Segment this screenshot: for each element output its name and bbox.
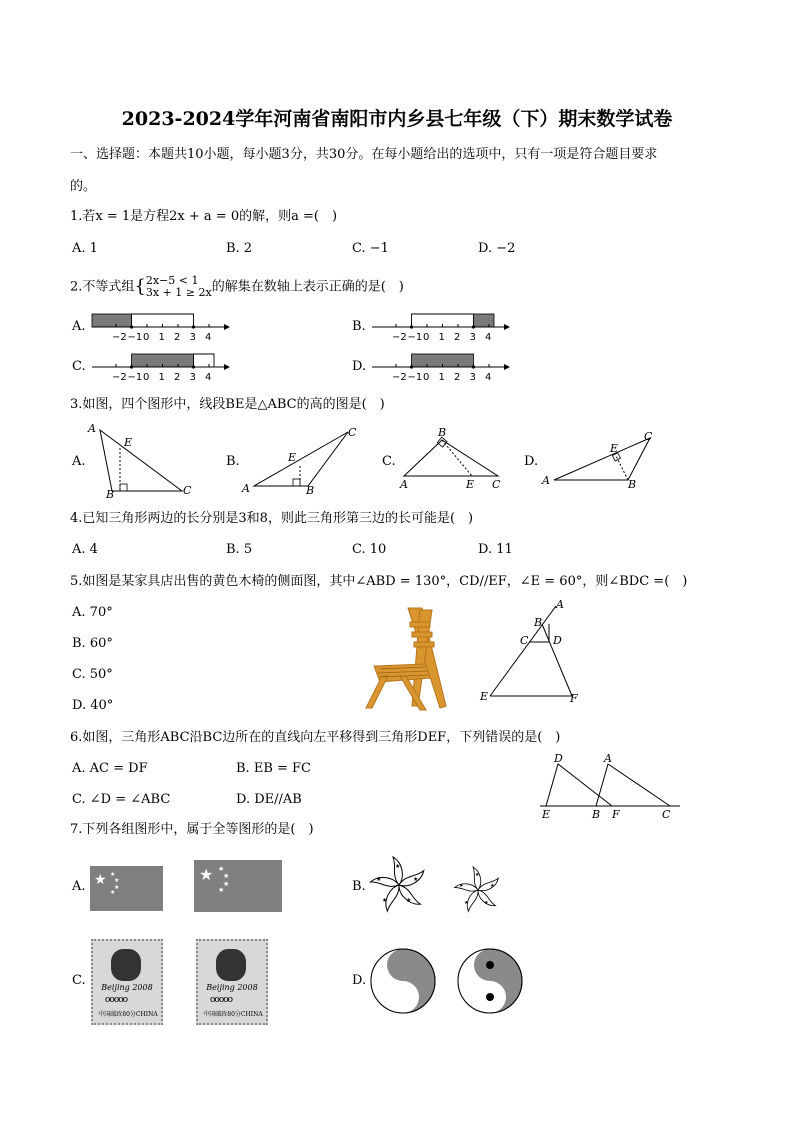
option-label: D. <box>478 542 493 557</box>
tick-label: 1 <box>438 372 445 383</box>
q7-label-a[interactable]: A. <box>72 879 86 894</box>
point-dot <box>410 325 413 328</box>
bauhinia-small-picture <box>452 864 504 916</box>
option-text: 70° <box>89 605 113 620</box>
q3-figure-a <box>86 420 196 500</box>
option-text: 1 <box>89 241 98 256</box>
pt-c: C <box>662 808 671 821</box>
olympic-rings-icon: ooooo <box>210 995 233 1005</box>
tick-label: 3 <box>469 372 476 383</box>
option-text: DE//AB <box>254 792 302 807</box>
tick-label: 2 <box>454 332 461 343</box>
system-line-2: 3x + 1 ≥ 2x <box>145 286 212 299</box>
tick-label: −2 <box>112 332 127 343</box>
olympic-rings-icon: ooooo <box>105 995 128 1005</box>
number-line-b <box>368 305 513 345</box>
tick-label: 3 <box>189 372 196 383</box>
star-icon: ★ <box>199 865 214 884</box>
q4-option-a[interactable] <box>72 541 98 559</box>
option-label: A. <box>72 241 86 256</box>
option-text: 2 <box>243 241 253 256</box>
arrow-icon <box>224 324 230 330</box>
option-text: 40° <box>90 698 114 713</box>
pt-c: C <box>644 430 653 443</box>
tick-label: 2 <box>174 332 181 343</box>
point-dot <box>192 325 195 328</box>
q3-label-d[interactable]: D. <box>524 454 539 469</box>
stamp-bottom-text: 中国邮政80分CHINA <box>203 1011 263 1018</box>
pt-a: A <box>556 598 564 611</box>
q7-stem: 7.下列各组图形中，属于全等图形的是( ) <box>70 822 314 837</box>
q5-stem: 5.如图是某家具店出售的黄色木椅的侧面图，其中∠ABD = 130°，CD//EF，∠E = 60°，则∠BDC =( ) <box>70 574 688 589</box>
q1-option-c[interactable] <box>352 240 389 258</box>
tick-label: −1 <box>407 332 423 343</box>
q5-option-c[interactable] <box>72 666 113 684</box>
option-text: 5 <box>243 542 253 557</box>
pt-e: E <box>480 690 489 703</box>
option-text: 10 <box>369 542 387 557</box>
stamp-left-picture <box>91 939 163 1025</box>
tick-label: −2 <box>392 372 407 383</box>
option-label: C. <box>72 667 86 682</box>
tick-label: 0 <box>143 372 150 383</box>
star-icon: ★ <box>382 897 388 904</box>
pt-b: B <box>306 484 315 497</box>
stamp-right-picture <box>196 939 268 1025</box>
tick-label: 2 <box>454 372 461 383</box>
star-icon: ★ <box>406 897 412 904</box>
option-text: ∠D = ∠ABC <box>89 792 171 807</box>
tick-label: 1 <box>158 332 165 343</box>
q6-option-a[interactable] <box>72 760 148 778</box>
solution-region <box>474 314 495 327</box>
tick-label: 4 <box>485 332 492 343</box>
star-icon: ★ <box>223 880 230 888</box>
pt-e: E <box>466 478 475 491</box>
pt-c: C <box>348 426 357 439</box>
q3-label-a[interactable]: A. <box>72 454 86 469</box>
q5-option-b[interactable] <box>72 635 113 653</box>
q4-option-d[interactable] <box>478 541 513 559</box>
q2-label-a[interactable]: A. <box>72 319 86 334</box>
number-line-c <box>88 345 233 385</box>
tick-label: −2 <box>392 332 407 343</box>
q1-option-d[interactable] <box>478 240 515 258</box>
option-text: −2 <box>496 241 516 256</box>
option-label: B. <box>226 542 240 557</box>
option-label: B. <box>236 761 250 776</box>
yinyang-right-picture <box>456 947 524 1015</box>
q7-label-d[interactable]: D. <box>352 973 367 988</box>
star-icon: ★ <box>110 889 116 896</box>
pt-b: B <box>628 478 637 491</box>
yinyang-left-picture <box>369 947 437 1015</box>
option-text: EB = FC <box>253 761 311 776</box>
option-label: B. <box>226 241 240 256</box>
pt-a: A <box>400 478 408 491</box>
q4-option-b[interactable] <box>226 541 252 559</box>
bauhinia-large-picture <box>368 854 430 916</box>
q6-option-b[interactable] <box>236 760 311 778</box>
tick-label: 2 <box>174 372 181 383</box>
q7-label-c[interactable]: C. <box>72 973 86 988</box>
q1-option-a[interactable] <box>72 240 98 258</box>
option-label: A. <box>72 605 86 620</box>
star-icon: ★ <box>223 872 230 880</box>
star-icon: ★ <box>218 886 225 894</box>
tick-label: −2 <box>112 372 127 383</box>
tick-label: 3 <box>189 332 196 343</box>
q3-label-b[interactable]: B. <box>226 454 240 469</box>
flag-large-picture <box>194 860 282 912</box>
star-icon: ★ <box>484 900 489 906</box>
tick-label: 0 <box>423 332 430 343</box>
star-icon: ★ <box>376 876 382 883</box>
pt-b: B <box>592 808 601 821</box>
q5-figure <box>476 598 584 704</box>
pt-e: E <box>288 451 297 464</box>
tick-label: −1 <box>127 372 143 383</box>
pt-c: C <box>492 478 501 491</box>
q3-figure-b <box>240 424 365 496</box>
star-icon: ★ <box>490 883 495 889</box>
q3-label-c[interactable]: C. <box>382 454 396 469</box>
tick-label: 4 <box>485 372 492 383</box>
page-title: 2023-2024学年河南省南阳市内乡县七年级（下）期末数学试卷 <box>121 108 673 130</box>
q3-figure-d <box>540 428 660 492</box>
point-dot <box>130 325 133 328</box>
star-icon: ★ <box>395 863 401 870</box>
stamp-text: Beijing 2008 <box>101 983 153 992</box>
pt-d: D <box>554 752 563 765</box>
q3-stem: 3.如图，四个图形中，线段BE是△ABC的高的图是( ) <box>70 397 385 412</box>
pt-f: F <box>612 808 620 821</box>
number-line-d <box>368 345 513 385</box>
q1-option-b[interactable] <box>226 240 252 258</box>
star-icon: ★ <box>110 871 116 878</box>
pt-c: C <box>183 484 192 497</box>
tick-label: −1 <box>127 332 143 343</box>
q2-label-c[interactable]: C. <box>72 359 86 374</box>
arrow-icon <box>504 364 510 370</box>
beijing-emblem-icon <box>216 949 246 981</box>
beijing-emblem-icon <box>111 949 141 981</box>
point-dot <box>192 365 195 368</box>
star-icon: ★ <box>413 876 419 883</box>
brace: { <box>134 276 146 297</box>
option-label: A. <box>72 761 86 776</box>
tick-label: 0 <box>143 332 150 343</box>
star-icon: ★ <box>218 865 225 873</box>
option-text: 11 <box>496 542 513 557</box>
pt-e: E <box>610 442 619 455</box>
point-dot <box>472 325 475 328</box>
q4-option-c[interactable] <box>352 541 386 559</box>
star-icon: ★ <box>464 900 469 906</box>
q6-figure <box>536 752 684 822</box>
q2-stem-post: 的解集在数轴上表示正确的是( ) <box>211 279 404 295</box>
tick-label: 1 <box>158 372 165 383</box>
stamp-bottom-text: 中国邮政80分CHINA <box>98 1011 158 1018</box>
option-label: D. <box>478 241 493 256</box>
option-text: AC = DF <box>89 761 148 776</box>
pt-a: A <box>542 474 550 487</box>
option-label: C. <box>352 241 366 256</box>
option-text: −1 <box>369 241 389 256</box>
q2-stem <box>70 275 404 299</box>
star-icon: ★ <box>114 884 120 891</box>
tick-label: −1 <box>407 372 423 383</box>
q5-option-a[interactable] <box>72 604 113 622</box>
option-label: C. <box>352 542 366 557</box>
star-icon: ★ <box>459 883 464 889</box>
pt-d: D <box>553 634 562 647</box>
boundary-bracket <box>194 354 215 367</box>
section-heading: 一、选择题：本题共10小题，每小题3分，共30分。在每小题给出的选项中，只有一项是符合题目要求 <box>70 147 658 162</box>
q2-label-b[interactable]: B. <box>352 319 366 334</box>
pt-b: B <box>106 488 115 501</box>
system-line-1: 2x−5 < 1 <box>145 274 199 287</box>
q6-stem: 6.如图，三角形ABC沿BC边所在的直线向左平移得到三角形DEF，下列错误的是( ) <box>70 730 561 745</box>
option-label: D. <box>236 792 251 807</box>
option-text: 4 <box>89 542 98 557</box>
chair-picture <box>360 606 456 712</box>
tick-label: 1 <box>438 332 445 343</box>
q1-stem: 1.若x = 1是方程2x + a = 0的解，则a =( ) <box>70 209 338 224</box>
pt-b: B <box>438 426 447 439</box>
tick-label: 4 <box>205 332 212 343</box>
point-dot <box>130 365 133 368</box>
star-icon: ★ <box>114 877 120 884</box>
option-label: A. <box>72 542 86 557</box>
pt-e: E <box>124 436 133 449</box>
tick-label: 3 <box>469 332 476 343</box>
arrow-icon <box>504 324 510 330</box>
q7-label-b[interactable]: B. <box>352 879 366 894</box>
pt-f: F <box>570 692 578 705</box>
tick-label: 4 <box>205 372 212 383</box>
point-dot <box>472 365 475 368</box>
q5-option-d[interactable] <box>72 697 113 715</box>
option-label: C. <box>72 792 86 807</box>
option-text: 50° <box>89 667 113 682</box>
pt-a: A <box>242 482 250 495</box>
pt-a: A <box>604 752 612 765</box>
pt-c: C <box>520 634 529 647</box>
stamp-text: Beijing 2008 <box>206 983 258 992</box>
tick-label: 0 <box>423 372 430 383</box>
option-label: D. <box>72 698 87 713</box>
star-icon: ★ <box>475 872 480 878</box>
flag-small-picture <box>90 866 163 911</box>
arrow-icon <box>224 364 230 370</box>
q2-stem-pre: 2.不等式组 <box>70 279 135 295</box>
q2-label-d[interactable]: D. <box>352 359 367 374</box>
point-dot <box>410 365 413 368</box>
pt-e: E <box>542 808 551 821</box>
q3-figure-c <box>396 424 506 496</box>
star-icon: ★ <box>94 872 107 888</box>
solution-region <box>92 314 132 327</box>
q6-option-d[interactable] <box>236 791 302 809</box>
q4-stem: 4.已知三角形两边的长分别是3和8，则此三角形第三边的长可能是( ) <box>70 511 474 526</box>
pt-a: A <box>88 422 96 435</box>
pt-b: B <box>534 616 543 629</box>
number-line-a <box>88 305 233 345</box>
option-label: B. <box>72 636 86 651</box>
option-text: 60° <box>89 636 113 651</box>
section-heading-cont: 的。 <box>70 179 97 194</box>
q6-option-c[interactable] <box>72 791 170 809</box>
